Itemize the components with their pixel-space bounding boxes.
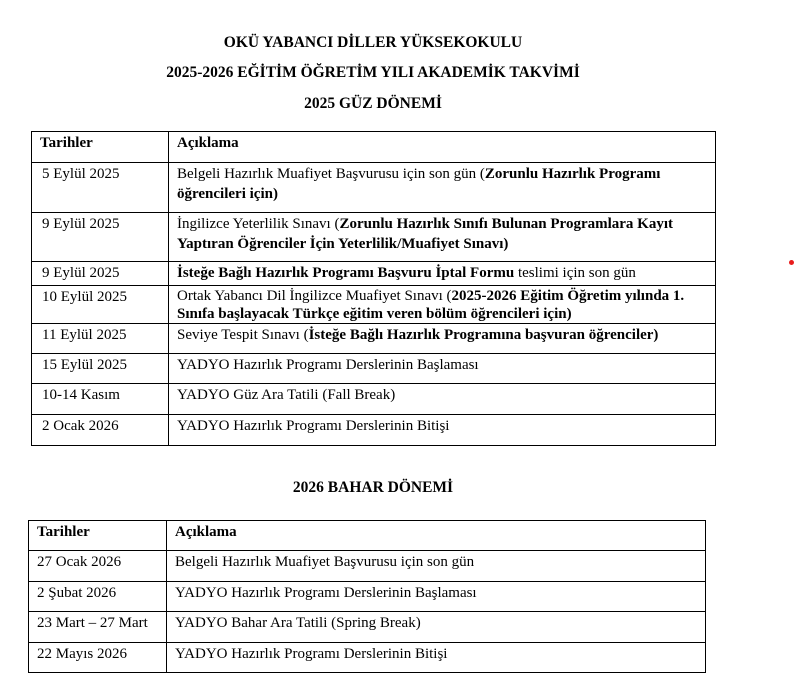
- desc-bold-text: İsteğe Bağlı Hazırlık Programı Başvuru İptal Formu: [177, 265, 515, 281]
- row-description: [169, 384, 716, 415]
- table-row: [29, 551, 706, 582]
- desc-text: YADYO Güz Ara Tatili (Fall Break): [177, 387, 396, 403]
- desc-text: İngilizce Yeterlilik Sınavı (: [177, 216, 340, 232]
- table-header-row: [32, 132, 716, 163]
- table-row: [32, 262, 716, 286]
- row-date: 9 Eylül 2025: [32, 262, 169, 286]
- fall-calendar-table: [31, 131, 716, 446]
- row-description: [169, 415, 716, 446]
- row-description: [169, 354, 716, 384]
- row-description: YADYO Hazırlık Programı Derslerinin Başlaması: [167, 582, 706, 612]
- table-row: [32, 415, 716, 446]
- row-description: [169, 286, 716, 324]
- row-description: [169, 213, 716, 262]
- spring-calendar-table: [28, 520, 706, 673]
- table-row: [32, 324, 716, 354]
- row-description: [169, 324, 716, 354]
- desc-bold-text: Zorunlu Hazırlık Programı öğrencileri için): [177, 166, 661, 202]
- table-row: [32, 163, 716, 213]
- row-description: YADYO Hazırlık Programı Derslerinin Bitişi: [167, 643, 706, 673]
- table-row: [29, 582, 706, 612]
- row-date: 22 Mayıs 2026: [29, 643, 167, 673]
- row-date: 11 Eylül 2025: [32, 324, 169, 354]
- desc-bold-text: 2025-2026 Eğitim Öğretim yılında 1. Sınıfa başlayacak Türkçe eğitim veren bölüm öğrencileri için): [177, 288, 685, 322]
- column-header-description: Açıklama: [167, 521, 706, 551]
- row-description: YADYO Bahar Ara Tatili (Spring Break): [167, 612, 706, 643]
- row-date: 9 Eylül 2025: [32, 213, 169, 262]
- table-row: [32, 286, 716, 324]
- row-date: 10-14 Kasım: [32, 384, 169, 415]
- table-row: [32, 354, 716, 384]
- table-row: [32, 213, 716, 262]
- calendar-title: 2025-2026 EĞİTİM ÖĞRETİM YILI AKADEMİK TAKVİMİ: [166, 64, 580, 81]
- column-header-description: Açıklama: [169, 132, 716, 163]
- row-description: [169, 262, 716, 286]
- row-date: 2 Ocak 2026: [32, 415, 169, 446]
- table-header-row: [29, 521, 706, 551]
- red-marker-dot: [789, 260, 794, 265]
- desc-text: Ortak Yabancı Dil İngilizce Muafiyet Sınavı (: [177, 288, 452, 304]
- table-row: [29, 612, 706, 643]
- row-date: 27 Ocak 2026: [29, 551, 167, 582]
- desc-text: YADYO Hazırlık Programı Derslerinin Bitişi: [177, 418, 450, 434]
- row-date: 5 Eylül 2025: [32, 163, 169, 213]
- row-date: 2 Şubat 2026: [29, 582, 167, 612]
- table-row: [29, 643, 706, 673]
- desc-bold-text: Zorunlu Hazırlık Sınıfı Bulunan Programlara Kayıt Yaptıran Öğrenciler İçin Yeterlilik/Muafiyet Sınavı): [177, 216, 673, 252]
- column-header-dates: Tarihler: [32, 132, 169, 163]
- row-date: 23 Mart – 27 Mart: [29, 612, 167, 643]
- desc-text: Seviye Tespit Sınavı (: [177, 327, 309, 343]
- row-description: Belgeli Hazırlık Muafiyet Başvurusu için son gün: [167, 551, 706, 582]
- desc-text: Belgeli Hazırlık Muafiyet Başvurusu için son gün (: [177, 166, 485, 182]
- desc-after-text: teslimi için son gün: [514, 265, 636, 281]
- row-date: 10 Eylül 2025: [32, 286, 169, 324]
- table-row: [32, 384, 716, 415]
- fall-semester-title: 2025 GÜZ DÖNEMİ: [304, 95, 442, 112]
- spring-semester-title: 2026 BAHAR DÖNEMİ: [292, 479, 454, 496]
- desc-text: YADYO Hazırlık Programı Derslerinin Başlaması: [177, 357, 479, 373]
- column-header-dates: Tarihler: [29, 521, 167, 551]
- desc-bold-text: İsteğe Bağlı Hazırlık Programına başvuran öğrenciler): [308, 327, 659, 343]
- institution-heading: OKÜ YABANCI DİLLER YÜKSEKOKULU: [223, 34, 523, 51]
- row-date: 15 Eylül 2025: [32, 354, 169, 384]
- row-description: [169, 163, 716, 213]
